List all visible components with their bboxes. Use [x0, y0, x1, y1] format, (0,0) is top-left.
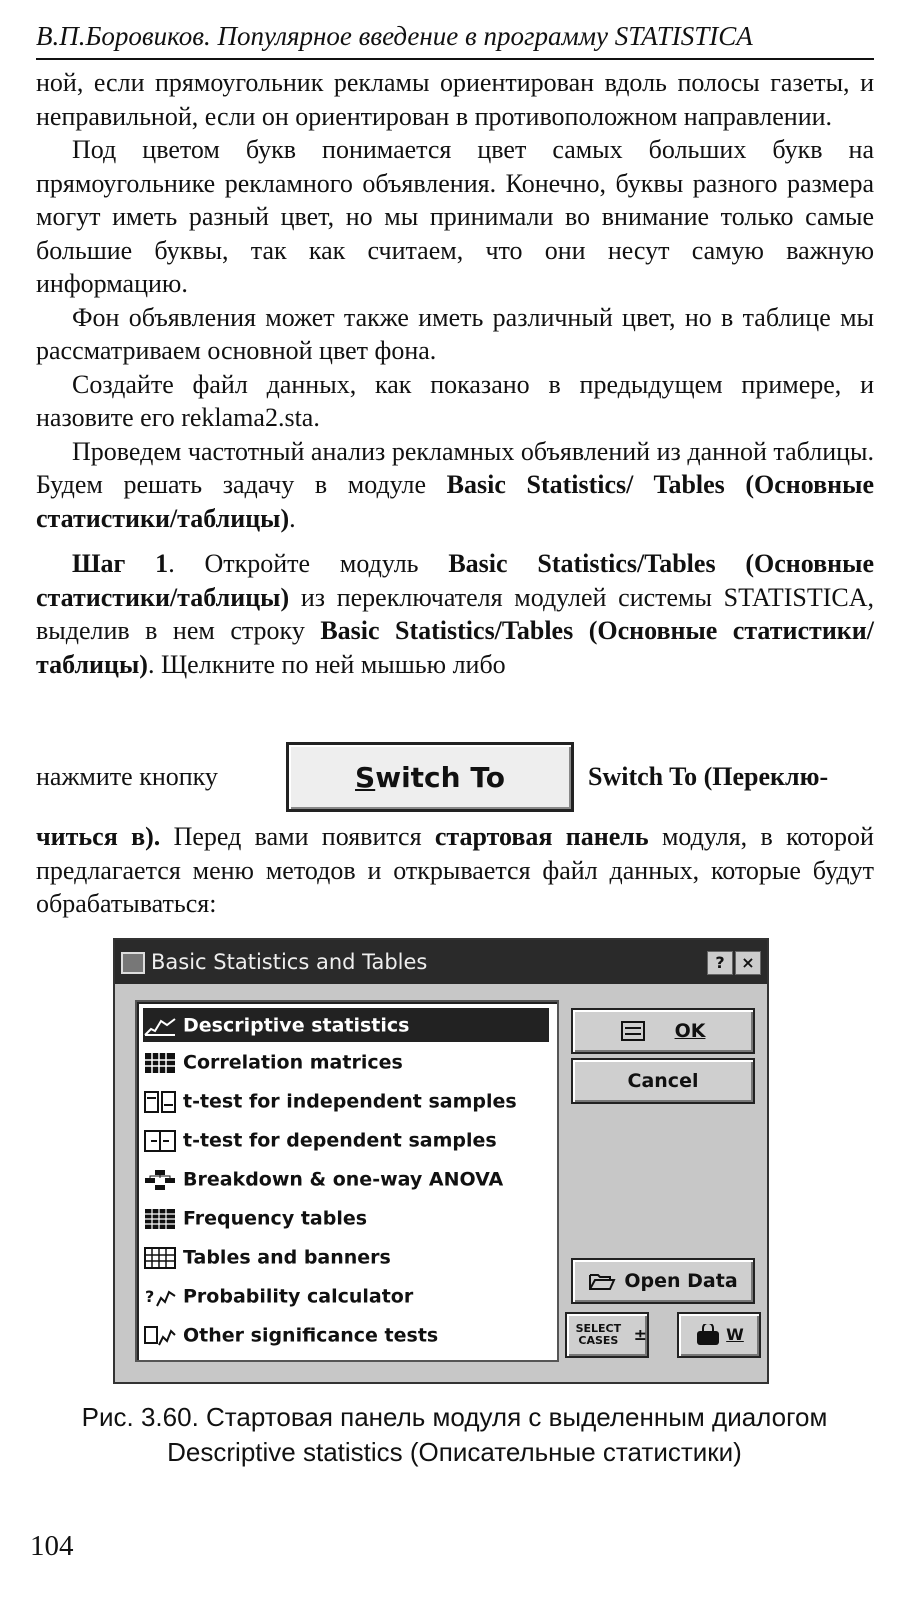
- item-label: Correlation matrices: [183, 1051, 403, 1074]
- t-test-dependent-icon: [143, 1130, 177, 1152]
- switch-to-row: [36, 742, 874, 812]
- list-item-probability-calculator[interactable]: [143, 1279, 549, 1313]
- p7-bold-start: читься в).: [36, 822, 161, 851]
- paragraph-2: Под цветом букв понимается цвет самых больших букв на прямоугольнике рекламного объявления. Конечно, буквы разного размера могут иметь разный цвет, но мы принимали во внимание только самые большие буквы, так как считаем, что они несут самую важную информацию.: [36, 135, 874, 298]
- body-text-upper: [36, 66, 874, 681]
- methods-listbox[interactable]: [135, 1000, 559, 1362]
- caption-line-2: Descriptive statistics (Описательные статистики): [167, 1437, 742, 1467]
- list-item-t-test-dependent[interactable]: [143, 1123, 549, 1157]
- p5-module-name: Basic Statistics/ Tables (Основные статистики/таблицы): [36, 470, 874, 533]
- list-item-frequency-tables[interactable]: [143, 1201, 549, 1235]
- list-item-breakdown-anova[interactable]: [143, 1162, 549, 1196]
- button-intro-text: нажмите кнопку: [36, 762, 218, 791]
- caption-line-1: Рис. 3.60. Стартовая панель модуля с выделенным диалогом: [81, 1402, 828, 1432]
- switch-to-label: witch To: [375, 760, 505, 794]
- dialog-titlebar[interactable]: [115, 940, 767, 984]
- p6-module-a: Basic Statistics/Tables (Основные статистики/таблицы): [36, 549, 874, 612]
- calculator-icon: [621, 1021, 645, 1041]
- open-data-label: Open Data: [624, 1270, 738, 1292]
- matrix-icon: [143, 1052, 177, 1074]
- switch-to-hotkey: S: [355, 760, 376, 794]
- p6-module-b: Basic Statistics/Tables (Основные статистики/таблицы): [36, 616, 874, 679]
- page-number: 104: [30, 1530, 74, 1562]
- weight-icon: [694, 1324, 722, 1346]
- weight-label: W: [726, 1325, 744, 1344]
- weight-button[interactable]: [677, 1312, 761, 1358]
- p7-text-b: модуля, в которой предлагается меню методов и открывается файл данных, которые будут обрабатываться:: [36, 822, 874, 918]
- list-item-correlation-matrices[interactable]: [143, 1045, 549, 1079]
- ok-label: OK: [674, 1020, 706, 1042]
- list-item-tables-banners[interactable]: [143, 1240, 549, 1274]
- t-test-independent-icon: [143, 1091, 177, 1113]
- p6-text-a: . Откройте модуль: [168, 549, 449, 578]
- item-label: Descriptive statistics: [183, 1014, 410, 1037]
- p5-text: Проведем частотный анализ рекламных объявлений из данной таблицы. Будем решать задачу в модуле: [36, 436, 874, 499]
- button-outro-text: Switch To (Переклю-: [588, 762, 829, 791]
- select-cases-button[interactable]: [565, 1312, 649, 1358]
- item-label: Breakdown & one-way ANOVA: [183, 1168, 504, 1191]
- select-cases-label: SELECT CASES: [575, 1322, 622, 1347]
- cancel-label: Cancel: [627, 1070, 699, 1092]
- item-label: Frequency tables: [183, 1207, 368, 1230]
- paragraph-7: [36, 820, 874, 921]
- banner-table-icon: [143, 1247, 177, 1269]
- figure-caption: [0, 1400, 909, 1470]
- p5-end: .: [289, 503, 296, 533]
- step-label: Шаг 1: [72, 549, 169, 578]
- frequency-table-icon: [143, 1208, 177, 1230]
- p7-start-panel: стартовая панель: [434, 822, 649, 851]
- close-button[interactable]: ×: [735, 951, 761, 975]
- basic-statistics-dialog: [113, 938, 769, 1384]
- window-icon: [121, 952, 145, 974]
- switch-to-button[interactable]: [286, 742, 574, 812]
- item-label: Tables and banners: [183, 1246, 391, 1269]
- item-label: Other significance tests: [183, 1324, 439, 1347]
- dialog-title: Basic Statistics and Tables: [151, 950, 428, 974]
- p6-text-b: из переключателя модулей системы STATISTICA, выделив в нем строку: [36, 582, 874, 645]
- help-button[interactable]: ?: [707, 951, 733, 975]
- paragraph-4: Создайте файл данных, как показано в предыдущем примере, и назовите его reklama2.sta.: [36, 369, 874, 432]
- list-item-descriptive-statistics[interactable]: [143, 1008, 549, 1042]
- paragraph-1: ной, если прямоугольник рекламы ориентирован вдоль полосы газеты, и неправильной, если он ориентирован в противоположном направлении.: [36, 68, 874, 131]
- svg-text:?: ?: [145, 1286, 155, 1306]
- histogram-icon: [143, 1015, 177, 1037]
- breakdown-tree-icon: [143, 1169, 177, 1191]
- item-label: t-test for independent samples: [183, 1090, 517, 1113]
- significance-icon: [143, 1325, 177, 1347]
- probability-icon: [143, 1286, 177, 1308]
- running-header: В.П.Боровиков. Популярное введение в программу STATISTICA: [36, 14, 874, 60]
- ok-button[interactable]: [571, 1008, 755, 1054]
- select-cases-symbol: ±: [633, 1325, 647, 1344]
- paragraph-5: [36, 435, 874, 536]
- paragraph-3: Фон объявления может также иметь различный цвет, но в таблице мы рассматриваем основной цвет фона.: [36, 302, 874, 365]
- open-data-button[interactable]: [571, 1258, 755, 1304]
- body-text-lower: [36, 820, 874, 921]
- item-label: Probability calculator: [183, 1285, 414, 1308]
- cancel-button[interactable]: [571, 1058, 755, 1104]
- item-label: t-test for dependent samples: [183, 1129, 497, 1152]
- paragraph-6: [36, 547, 874, 681]
- p6-text-c: . Щелкните по ней мышью либо: [147, 649, 506, 679]
- folder-open-icon: [588, 1271, 616, 1291]
- list-item-other-significance[interactable]: [143, 1318, 549, 1352]
- list-item-t-test-independent[interactable]: [143, 1084, 549, 1118]
- p7-text-a: Перед вами появится: [160, 822, 435, 851]
